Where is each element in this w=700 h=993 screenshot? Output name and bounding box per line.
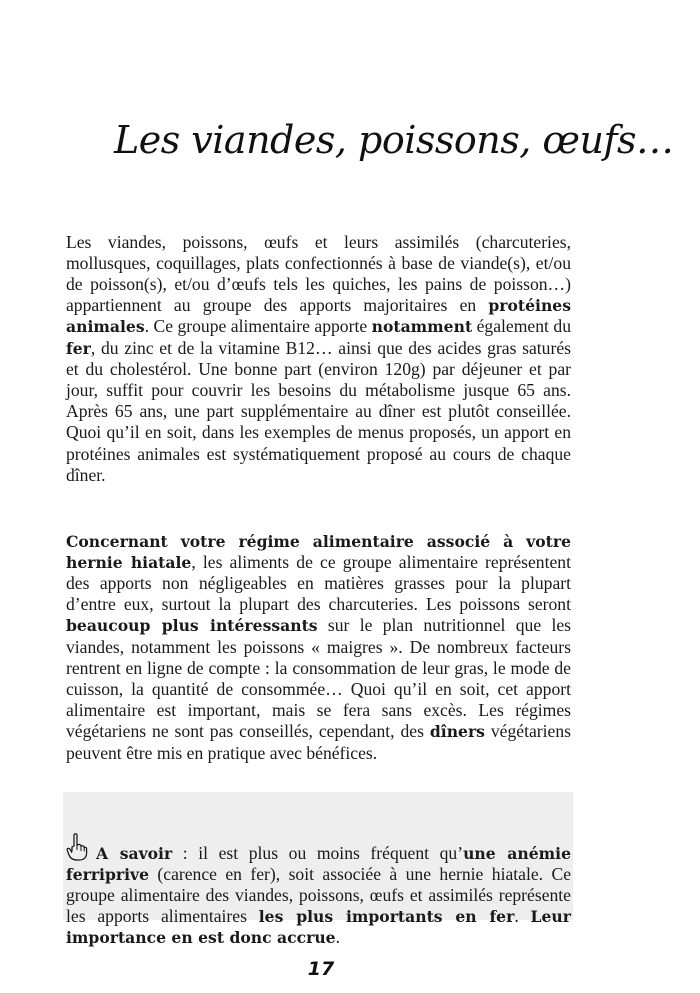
text-span: végétariens peuvent être mis en pratique avec bénéfices.	[66, 721, 571, 763]
text-span: : il est plus ou moins fréquent qu’	[172, 842, 464, 863]
bold-span: Concernant votre régime alimentaire associé à votre hernie hiatale	[66, 531, 571, 572]
pointing-hand-icon	[66, 833, 88, 859]
bold-span: les plus importants en fer	[258, 907, 515, 927]
bold-span: fer	[66, 338, 91, 358]
text-span: (carence en fer), soit associée à une hernie hiatale. Ce groupe alimentaire des viandes, poissons, œufs et assimilés représente les apports alimentaires	[66, 863, 571, 927]
note-paragraph	[66, 833, 571, 949]
text-span: également du	[472, 316, 571, 337]
text-span: .	[335, 927, 340, 948]
bold-span: protéines animales	[66, 296, 571, 337]
page-title: Les viandes, poissons, œufs…	[114, 118, 674, 162]
bold-span: dîners	[429, 722, 485, 742]
text-span: .	[514, 906, 531, 927]
note-label: A savoir	[96, 843, 173, 863]
text-span: Les viandes, poissons, œufs et leurs assimilés (charcuteries, mollusques, coquillages, plats confectionnés à base de viande(s), et/ou de poisson(s), et/ou d’œufs tels les quiches, les pains de poisson…) appartiennent au groupe des apports majoritaires en	[66, 231, 571, 316]
bold-span: Leur importance en est donc accrue	[66, 907, 571, 948]
paragraph-hernia	[66, 531, 571, 764]
bold-span: beaucoup plus intéressants	[66, 616, 318, 636]
text-span: , les aliments de ce groupe alimentaire représentent des apports non négligeables en matières grasses pour la plupart d’entre eux, surtout la plupart des charcuteries. Les poissons seront	[66, 551, 571, 615]
text-span: sur le plan nutritionnel que les viandes, notamment les poissons « maigres ». De nombreux facteurs rentrent en ligne de compte : la consommation de leur gras, le mode de cuisson, la quantité de consommée… Quoi qu’il en soit, cet apport alimentaire est important, mais se fera sans excès. Les régimes végétariens ne sont pas conseillés, cependant, des	[66, 615, 572, 742]
text-span: , du zinc et de la vitamine B12… ainsi que des acides gras saturés et du cholestérol. Une bonne part (environ 120g) par déjeuner et par jour, suffit pour couvrir les besoins du métabolisme jusque 65 ans. Après 65 ans, une part supplémentaire au dîner est plutôt conseillée. Quoi qu’il en soit, dans les exemples de menus proposés, un apport en protéines animales est systématiquement proposé au cours de chaque dîner.	[66, 337, 571, 485]
text-span: . Ce groupe alimentaire apporte	[144, 316, 372, 337]
paragraph-intro	[66, 232, 571, 486]
bold-span: une anémie ferriprive	[66, 843, 571, 884]
page-number: 17	[307, 958, 335, 980]
bold-span: notamment	[371, 317, 473, 337]
